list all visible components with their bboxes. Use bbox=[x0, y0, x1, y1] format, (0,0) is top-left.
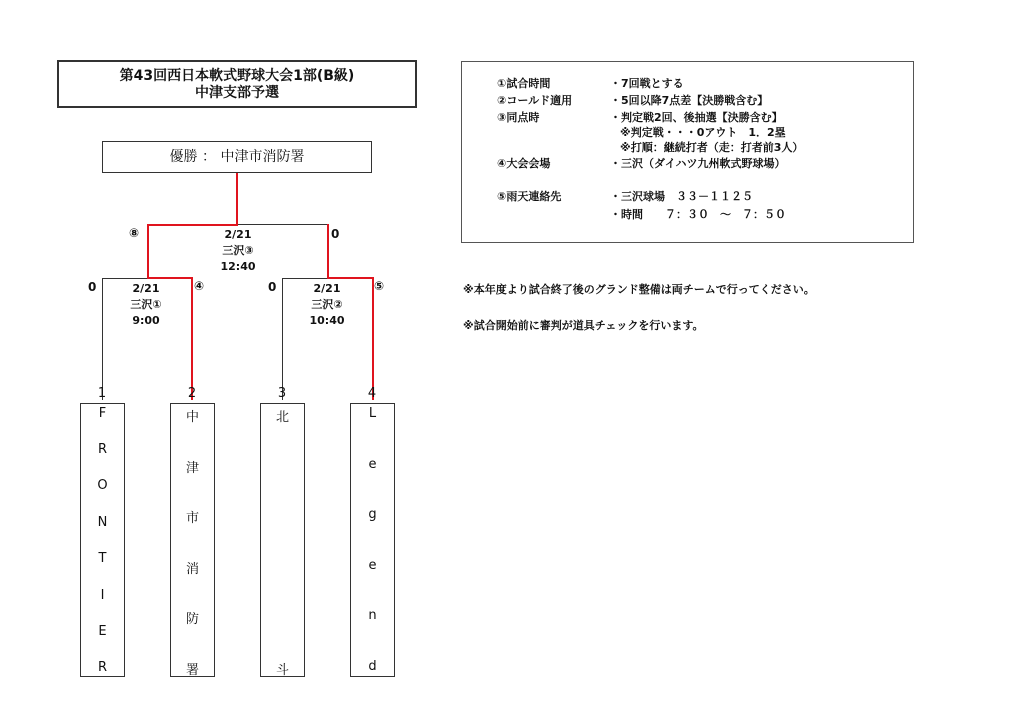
bracket-line-team2 bbox=[191, 277, 193, 400]
bracket-line-champion bbox=[236, 173, 238, 225]
bracket-line-semi1-right bbox=[147, 277, 192, 279]
final-score-left: ⑧ bbox=[129, 226, 140, 240]
team-char: R bbox=[97, 442, 108, 457]
semi2-match-info bbox=[287, 281, 367, 329]
team-box-frontier bbox=[80, 403, 125, 677]
bracket-line-semi2-right bbox=[327, 277, 373, 279]
rule-val-3a: ・判定戦2回、後抽選【決勝含む】 bbox=[610, 111, 783, 124]
semi1-venue: 三沢① bbox=[130, 298, 162, 311]
rule-key-2: ②コールド適用 bbox=[497, 94, 573, 107]
rules-box bbox=[461, 61, 914, 243]
note-equipment-check: ※試合開始前に審判が道具チェックを行います。 bbox=[463, 319, 704, 332]
final-score-right: 0 bbox=[331, 227, 340, 241]
rule-val-5b: ・時間 ７：３０ ～ ７：５０ bbox=[610, 208, 786, 221]
rule-key-4: ④大会会場 bbox=[497, 157, 551, 170]
semi1-date: 2/21 bbox=[132, 282, 160, 295]
title-line-1: 第43回西日本軟式野球大会1部(B級) bbox=[119, 68, 355, 84]
final-date: 2/21 bbox=[224, 228, 252, 241]
bracket-line-semi1-left bbox=[102, 278, 147, 279]
semi1-time: 9:00 bbox=[132, 314, 160, 327]
rule-val-4: ・三沢（ダイハツ九州軟式野球場） bbox=[610, 157, 786, 170]
rule-key-1: ①試合時間 bbox=[497, 77, 551, 90]
rule-val-2: ・5回以降7点差【決勝戦含む】 bbox=[610, 94, 769, 107]
bracket-line-team1 bbox=[102, 278, 103, 400]
bracket-line-team4 bbox=[372, 277, 374, 400]
team-seed-1: 1 bbox=[97, 386, 107, 401]
team-char: 市 bbox=[185, 511, 199, 526]
team-char: O bbox=[97, 478, 108, 493]
team-char: F bbox=[98, 406, 107, 421]
bracket-line-final-right bbox=[238, 224, 328, 225]
bracket-line-final-down-left bbox=[147, 224, 149, 279]
team-box-hokuto bbox=[260, 403, 305, 677]
rule-val-3b: ※判定戦・・・0アウト 1．2塁 bbox=[620, 126, 786, 139]
team-char: E bbox=[98, 624, 107, 639]
semi1-match-info bbox=[106, 281, 186, 329]
note-ground-maintenance: ※本年度より試合終了後のグランド整備は両チームで行ってください。 bbox=[463, 283, 815, 296]
team-char: e bbox=[368, 457, 377, 472]
semi1-score-left: 0 bbox=[88, 280, 97, 294]
final-time: 12:40 bbox=[220, 260, 256, 273]
tournament-title bbox=[57, 60, 417, 108]
bracket-line-semi2-left bbox=[282, 278, 327, 279]
team-char: 中 bbox=[185, 410, 199, 425]
rule-val-3c: ※打順：継続打者（走：打者前3人） bbox=[620, 141, 804, 154]
rule-key-3: ③同点時 bbox=[497, 111, 540, 124]
semi2-date: 2/21 bbox=[313, 282, 341, 295]
team-char: I bbox=[100, 588, 105, 603]
team-char: 北 bbox=[275, 410, 289, 425]
semi1-score-right: ④ bbox=[194, 279, 205, 293]
team-char: 津 bbox=[185, 461, 199, 476]
semi2-venue: 三沢② bbox=[311, 298, 343, 311]
team-seed-2: 2 bbox=[187, 386, 197, 401]
team-char: n bbox=[368, 608, 377, 623]
semi2-score-left: 0 bbox=[268, 280, 277, 294]
team-char: L bbox=[368, 406, 377, 421]
team-char: 斗 bbox=[275, 663, 289, 678]
bracket-line-final-left bbox=[147, 224, 238, 226]
semi2-score-right: ⑤ bbox=[374, 279, 385, 293]
team-char: d bbox=[368, 659, 377, 674]
winner-box: 優勝 ： 中津市消防署 bbox=[102, 141, 372, 173]
team-char: 署 bbox=[185, 663, 199, 678]
team-char: 防 bbox=[185, 612, 199, 627]
team-char: R bbox=[97, 660, 108, 675]
team-char: 消 bbox=[185, 562, 199, 577]
team-char: N bbox=[97, 515, 108, 530]
bracket-line-team3 bbox=[282, 278, 283, 400]
rule-val-5a: ・三沢球場 ３３－１１２５ bbox=[610, 190, 753, 203]
team-char: e bbox=[368, 558, 377, 573]
team-box-legend bbox=[350, 403, 395, 677]
final-match-info bbox=[198, 227, 278, 275]
rule-key-5: ⑤雨天連絡先 bbox=[497, 190, 562, 203]
team-char: g bbox=[368, 507, 377, 522]
rule-val-1: ・7回戦とする bbox=[610, 77, 684, 90]
final-venue: 三沢③ bbox=[222, 244, 254, 257]
bracket-line-final-down-right bbox=[327, 224, 329, 279]
team-seed-3: 3 bbox=[277, 386, 287, 401]
title-line-2: 中津支部予選 bbox=[195, 85, 279, 101]
team-box-nakatsu-fire bbox=[170, 403, 215, 677]
team-seed-4: 4 bbox=[367, 386, 377, 401]
team-char: T bbox=[98, 551, 107, 566]
semi2-time: 10:40 bbox=[309, 314, 345, 327]
